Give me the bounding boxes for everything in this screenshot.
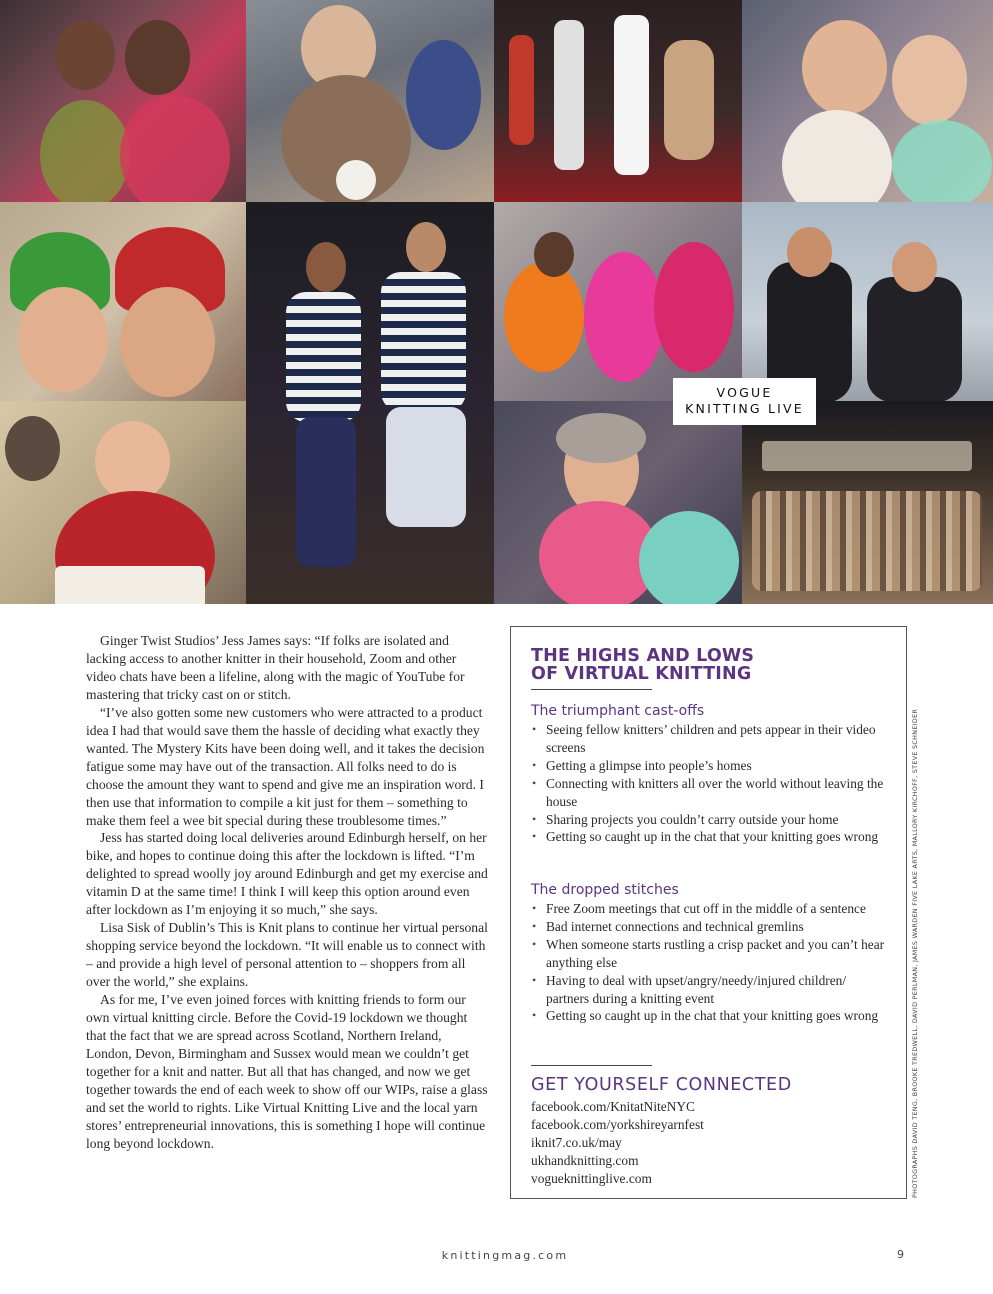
photo-credits: PHOTOGRAPHS DAVID TENG, BROOKE TREDWELL, DAVID PERLMAN, JAMES WARDEN FIVE LAKE ARTS, MALLORY KIRCHOFF, STEVE SCHNEIDER xyxy=(911,708,919,1198)
list-item-text: Getting so caught up in the chat that your knitting goes wrong xyxy=(546,1008,879,1024)
list-item xyxy=(531,918,891,936)
footer-site-name: knittingmag.com xyxy=(441,1249,569,1262)
highs-list xyxy=(531,721,891,846)
list-item-text: Seeing fellow knitters’ children and pets appear in their video screens xyxy=(546,722,876,755)
bullet-icon: • xyxy=(532,829,537,844)
sidebar-rule-bottom xyxy=(531,1065,652,1066)
lows-heading: The dropped stitches xyxy=(531,882,679,898)
paragraph: Jess has started doing local deliveries around Edinburgh herself, on her bike, and hopes to continue doing this after the lockdown is lifted. “I’m delighted to spread woolly joy around Edinburgh and get my exercise and vitamin D at the same time! I think I will keep this option around even after lockdown as I’m enjoying it so much,” she says. xyxy=(86,830,488,918)
list-item-text: Free Zoom meetings that cut off in the middle of a sentence xyxy=(546,901,866,916)
photo-woman-red-cardigan xyxy=(0,401,246,604)
highs-heading: The triumphant cast-offs xyxy=(531,703,705,719)
connect-link[interactable]: ukhandknitting.com xyxy=(531,1153,639,1168)
photo-marketplace-crowd xyxy=(742,401,993,604)
paragraph: Ginger Twist Studios’ Jess James says: “If folks are isolated and lacking access to another knitter in their household, Zoom and other video chats have been a lifeline, along with the magic of YouTube for mastering that tricky cast on or stitch. xyxy=(86,633,465,702)
photo-group-bright-knits xyxy=(494,202,742,401)
list-item-text: Getting so caught up in the chat that your knitting goes wrong xyxy=(546,829,879,845)
list-item xyxy=(531,1007,891,1025)
connect-link[interactable]: iknit7.co.uk/may xyxy=(531,1135,622,1150)
bullet-icon: • xyxy=(532,936,537,951)
photo-women-knitted-hats xyxy=(0,202,246,401)
bullet-icon: • xyxy=(532,811,537,826)
lows-list xyxy=(531,900,891,1025)
list-item xyxy=(531,900,891,918)
connect-links xyxy=(531,1098,704,1188)
list-item xyxy=(531,972,891,1008)
paragraph: Lisa Sisk of Dublin’s This is Knit plans to continue her virtual personal shopping service beyond the lockdown. “It will enable us to connect with – and provide a high level of personal attention to – shoppers from all over the world,” she explains. xyxy=(86,920,488,990)
highs-lows-sidebar xyxy=(510,626,907,1199)
connect-link[interactable]: facebook.com/yorkshireyarnfest xyxy=(531,1117,704,1132)
list-item xyxy=(531,828,891,846)
list-item-text: Sharing projects you couldn’t carry outside your home xyxy=(546,811,839,827)
sidebar-title-line-2: OF VIRTUAL KNITTING xyxy=(531,664,752,684)
list-item-text: Getting a glimpse into people’s homes xyxy=(546,757,752,773)
connect-link[interactable]: facebook.com/KnitatNiteNYC xyxy=(531,1099,695,1114)
photo-two-women-sweaters xyxy=(0,0,246,202)
photo-woman-knitting-table xyxy=(246,0,494,202)
photo-models-striped-sweaters xyxy=(246,202,494,604)
photo-two-women-laughing xyxy=(742,0,993,202)
paragraph: As for me, I’ve even joined forces with knitting friends to form our own virtual knitting circle. Before the Covid-19 lockdown we thought that the fact that we are spread across Scotland, Northern Ireland, London, Devon, Birmingham and Sussex would mean we couldn’t get together for a knit and natter. But all that has changed, and now we get together towards the end of each week to show off our WIPs, raise a glass and set the world to rights. Like Virtual Knitting Live and the local yarn stores’ entrepreneurial innovations, this is something I hope will continue long beyond lockdown. xyxy=(86,992,488,1151)
bullet-icon: • xyxy=(532,775,537,790)
sidebar-title-line-1: THE HIGHS AND LOWS xyxy=(531,646,755,666)
connect-link[interactable]: vogueknittinglive.com xyxy=(531,1171,652,1186)
sidebar-title xyxy=(531,647,811,683)
list-item-text: Having to deal with upset/angry/needy/injured children/ partners during a knitting event xyxy=(546,972,847,1006)
photo-collage xyxy=(0,0,993,605)
badge-line-1: VOGUE xyxy=(716,385,773,400)
list-item-text: Connecting with knitters all over the world without leaving the house xyxy=(546,775,884,809)
connect-heading: GET YOURSELF CONNECTED xyxy=(531,1075,792,1095)
page-number: 9 xyxy=(897,1248,904,1261)
list-item-text: When someone starts rustling a crisp packet and you can’t hear anything else xyxy=(546,936,885,970)
bullet-icon: • xyxy=(532,901,537,915)
list-item xyxy=(531,775,891,811)
vogue-knitting-live-badge xyxy=(673,378,816,425)
badge-line-2: KNITTING LIVE xyxy=(685,401,804,416)
bullet-icon: • xyxy=(532,1008,537,1023)
list-item xyxy=(531,721,891,757)
bullet-icon: • xyxy=(532,722,537,736)
sidebar-rule-top xyxy=(531,689,652,690)
bullet-icon: • xyxy=(532,918,537,933)
bullet-icon: • xyxy=(532,757,537,772)
paragraph: “I’ve also gotten some new customers who were attracted to a product idea I had that would save them the hassle of deciding what exactly they wanted. The Mystery Kits have been doing well, and it takes the decision fatigue some may have out of the transaction. All folks need to do is choose the amount they want to spend and give me an inspiration word. I then use that information to compile a kit just for them – something to make them feel a wee bit special during these troublesome times.” xyxy=(86,704,485,828)
list-item-text: Bad internet connections and technical gremlins xyxy=(546,918,804,934)
photo-vogue-knitting-staff xyxy=(742,202,993,401)
bullet-icon: • xyxy=(532,972,537,987)
list-item xyxy=(531,936,891,972)
list-item xyxy=(531,811,891,829)
article-body xyxy=(86,632,488,1153)
list-item xyxy=(531,757,891,775)
photo-knitted-figures-display xyxy=(494,0,742,202)
photo-woman-yarn-skeins xyxy=(494,401,742,604)
